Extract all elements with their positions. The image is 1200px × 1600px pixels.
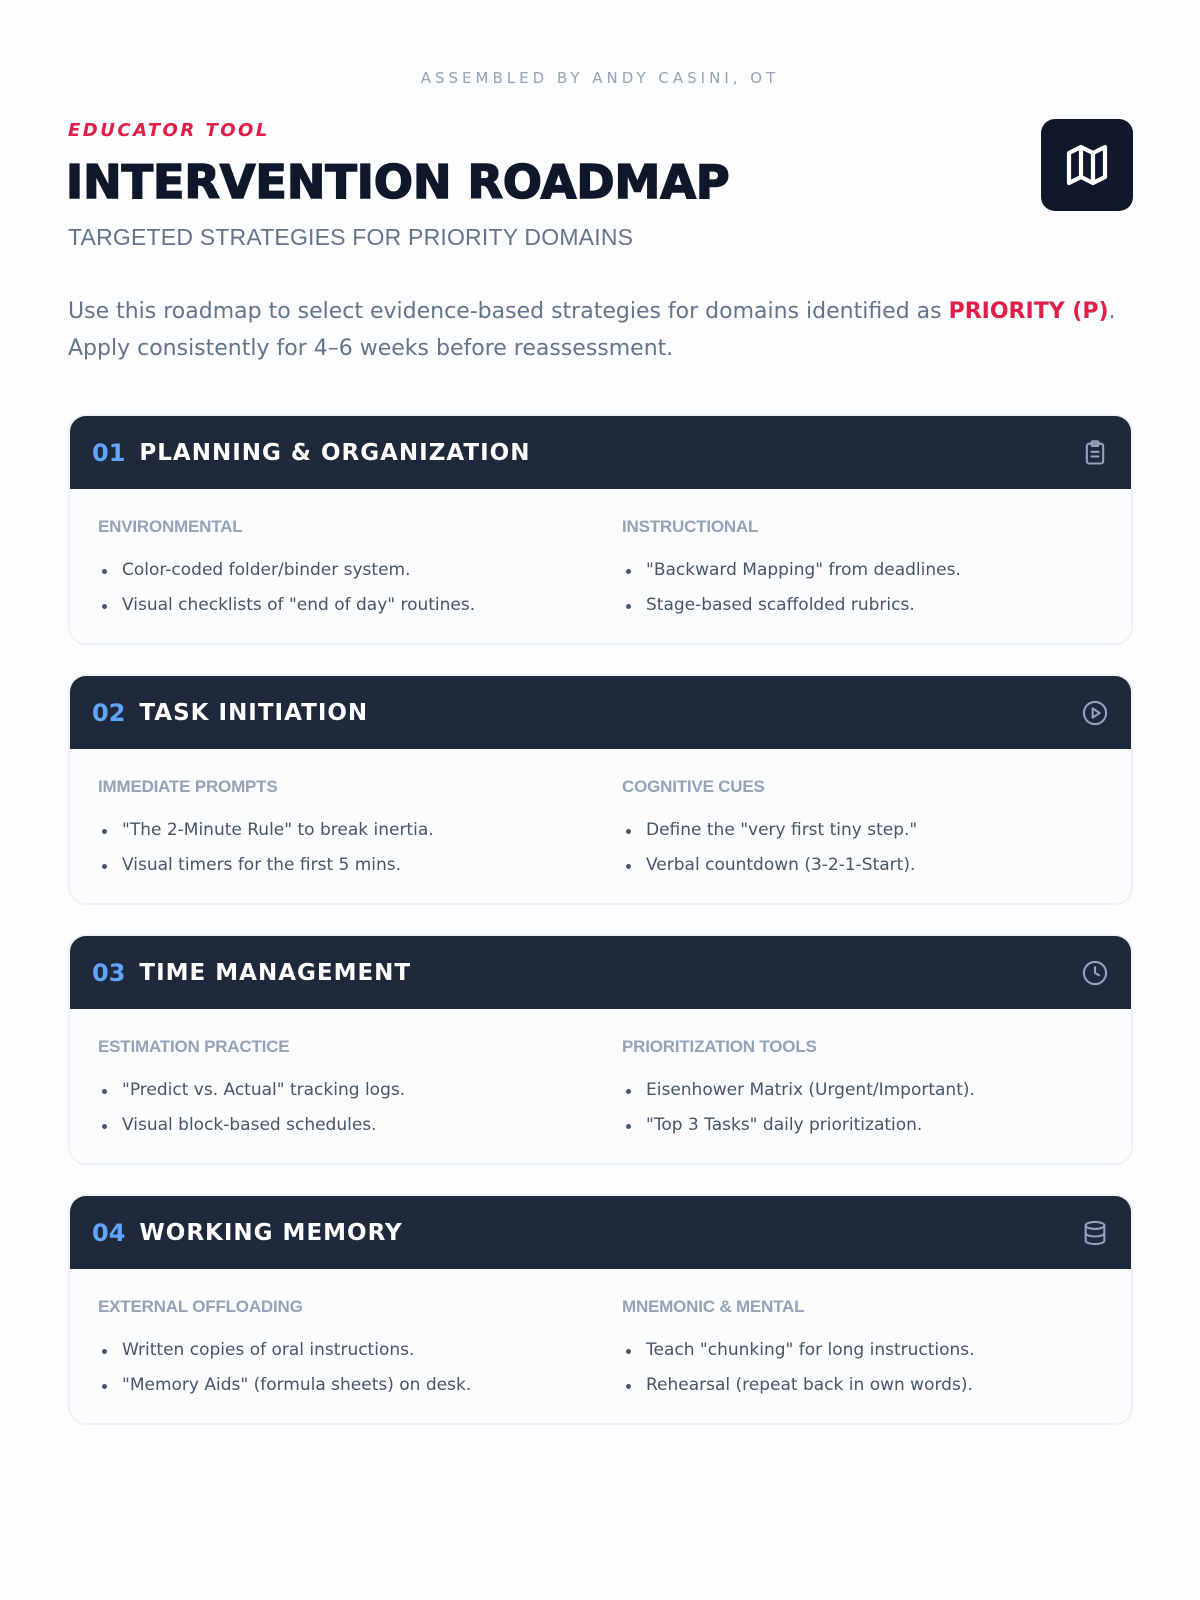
intro-paragraph	[68, 293, 1168, 367]
card-header	[70, 416, 1131, 489]
strategy-list	[98, 1333, 594, 1403]
card-body	[70, 1009, 1131, 1143]
strategy-column	[70, 1037, 594, 1143]
priority-highlight: PRIORITY (P)	[948, 299, 1109, 324]
strategy-column	[70, 517, 594, 623]
domain-number: 02	[92, 698, 126, 727]
list-item: Visual checklists of "end of day" routines.	[122, 588, 594, 623]
list-item: Stage-based scaffolded rubrics.	[646, 588, 1118, 623]
list-item: Written copies of oral instructions.	[122, 1333, 594, 1368]
strategy-column	[594, 517, 1118, 623]
domain-card-working-memory	[68, 1194, 1133, 1425]
strategy-column	[70, 777, 594, 883]
strategy-column	[594, 1297, 1118, 1403]
column-heading: INSTRUCTIONAL	[622, 517, 759, 536]
column-heading: MNEMONIC & MENTAL	[622, 1297, 805, 1316]
list-item: Eisenhower Matrix (Urgent/Important).	[646, 1073, 1118, 1108]
list-item: Define the "very first tiny step."	[646, 813, 1118, 848]
strategy-column	[594, 1037, 1118, 1143]
list-item: "Memory Aids" (formula sheets) on desk.	[122, 1368, 594, 1403]
strategy-list	[98, 1073, 594, 1143]
clipboard-icon	[1081, 439, 1109, 467]
column-heading: IMMEDIATE PROMPTS	[98, 777, 278, 796]
map-icon	[1041, 119, 1133, 211]
page-title: INTERVENTION ROADMAP	[66, 155, 730, 209]
column-heading: ESTIMATION PRACTICE	[98, 1037, 290, 1056]
card-body	[70, 1269, 1131, 1403]
domain-title: TASK INITIATION	[139, 699, 369, 726]
card-header	[70, 936, 1131, 1009]
intro-text: Use this roadmap to select evidence-based strategies for domains identified as	[68, 299, 949, 324]
domain-card-time-management	[68, 934, 1133, 1165]
list-item: Verbal countdown (3-2-1-Start).	[646, 848, 1118, 883]
card-header	[70, 1196, 1131, 1269]
domain-number: 03	[92, 958, 126, 987]
strategy-list	[98, 553, 594, 623]
column-heading: PRIORITIZATION TOOLS	[622, 1037, 817, 1056]
domain-card-planning	[68, 414, 1133, 645]
domain-title: TIME MANAGEMENT	[139, 959, 412, 986]
strategy-column	[70, 1297, 594, 1403]
card-header	[70, 676, 1131, 749]
strategy-list	[622, 1333, 1118, 1403]
clock-icon	[1081, 959, 1109, 987]
list-item: Color-coded folder/binder system.	[122, 553, 594, 588]
list-item: Visual block-based schedules.	[122, 1108, 594, 1143]
list-item: Visual timers for the first 5 mins.	[122, 848, 594, 883]
play-circle-icon	[1081, 699, 1109, 727]
strategy-list	[622, 1073, 1118, 1143]
eyebrow-label: EDUCATOR TOOL	[68, 120, 270, 141]
list-item: "Backward Mapping" from deadlines.	[646, 553, 1118, 588]
column-heading: EXTERNAL OFFLOADING	[98, 1297, 303, 1316]
strategy-list	[622, 813, 1118, 883]
card-body	[70, 489, 1131, 623]
card-body	[70, 749, 1131, 883]
domain-card-task-initiation	[68, 674, 1133, 905]
domain-title: PLANNING & ORGANIZATION	[139, 439, 531, 466]
list-item: "Predict vs. Actual" tracking logs.	[122, 1073, 594, 1108]
database-icon	[1081, 1219, 1109, 1247]
strategy-list	[622, 553, 1118, 623]
domain-title: WORKING MEMORY	[139, 1219, 403, 1246]
domain-number: 04	[92, 1218, 126, 1247]
column-heading: ENVIRONMENTAL	[98, 517, 243, 536]
byline: ASSEMBLED BY ANDY CASINI, OT	[420, 69, 780, 87]
strategy-list	[98, 813, 594, 883]
list-item: Teach "chunking" for long instructions.	[646, 1333, 1118, 1368]
list-item: Rehearsal (repeat back in own words).	[646, 1368, 1118, 1403]
strategy-column	[594, 777, 1118, 883]
intro-text-end: . Apply consistently for 4–6 weeks before reassessment.	[68, 299, 1116, 361]
page-subtitle: TARGETED STRATEGIES FOR PRIORITY DOMAINS	[68, 224, 634, 250]
domain-number: 01	[92, 438, 126, 467]
list-item: "The 2-Minute Rule" to break inertia.	[122, 813, 594, 848]
list-item: "Top 3 Tasks" daily prioritization.	[646, 1108, 1118, 1143]
column-heading: COGNITIVE CUES	[622, 777, 765, 796]
